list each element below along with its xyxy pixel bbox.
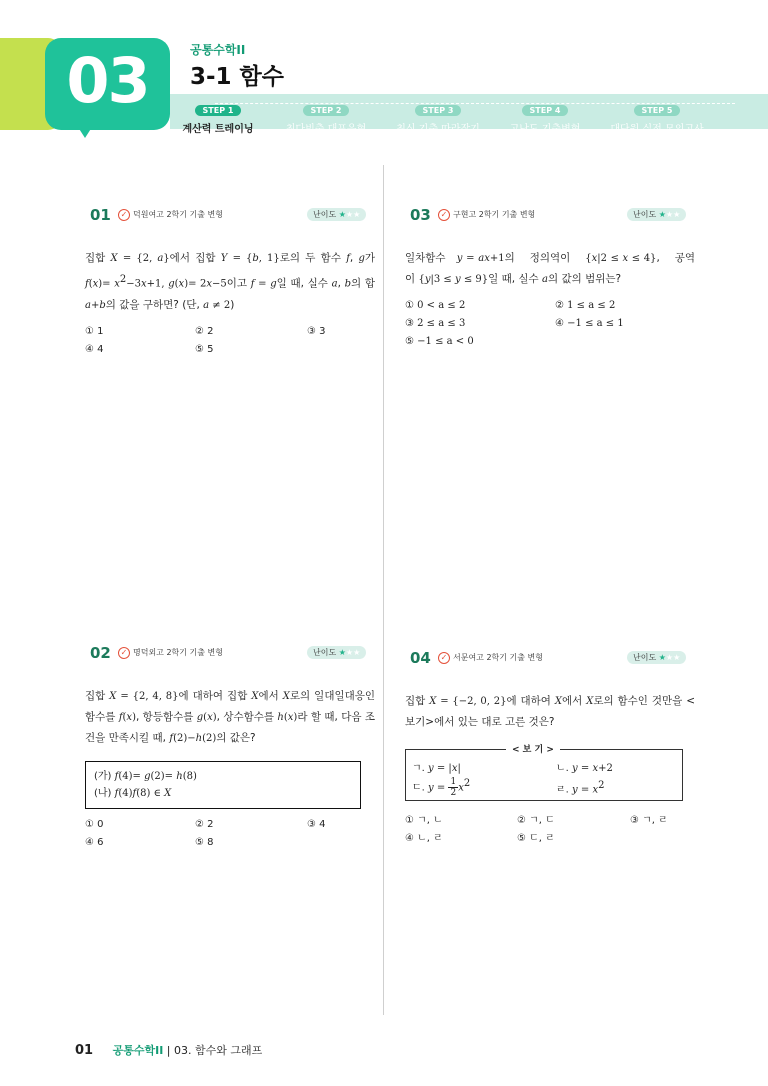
step-5-label: 대단원 실전 모의고사: [610, 124, 704, 135]
page-title: 3-1 함수: [190, 64, 284, 90]
difficulty-label: 난이도: [313, 648, 337, 657]
column-divider: [383, 165, 384, 1015]
bogi-item-giyeok: ㄱ. y = |x|: [412, 763, 461, 774]
choice-3[interactable]: ③ 3: [307, 325, 326, 337]
chapter-number: 03: [66, 44, 149, 117]
condition-na: (나) f(4)f(8) ∈ X: [94, 788, 172, 799]
choice-1[interactable]: ① ㄱ, ㄴ: [405, 815, 443, 826]
choice-2[interactable]: ② 2: [195, 819, 214, 830]
choice-4[interactable]: ④ −1 ≤ a ≤ 1: [555, 318, 624, 329]
star-empty-icon: ★★: [345, 648, 361, 657]
choice-2[interactable]: ② ㄱ, ㄷ: [517, 815, 555, 826]
step-4[interactable]: [495, 98, 595, 135]
problem-text: 집합 X = {−2, 0, 2}에 대하여 X에서 X로의 함수인 것만을 <보기>에서 있는 대로 고른 것은?: [405, 695, 695, 728]
check-icon: ✓: [438, 652, 450, 664]
problem-source: 구현고 2학기 기출 변형: [453, 210, 536, 219]
bogi-item-nieun: ㄴ. y = x+2: [556, 763, 613, 774]
step-2-pill: STEP 2: [303, 105, 350, 116]
step-3-label: 최신 기출 따라잡기: [396, 124, 480, 135]
difficulty-badge: [627, 208, 686, 221]
bogi-box: [405, 745, 683, 801]
subject-label: 공통수학II: [190, 43, 246, 57]
choice-5[interactable]: ⑤ ㄷ, ㄹ: [517, 833, 555, 844]
choice-4[interactable]: ④ 6: [85, 837, 104, 848]
check-icon: ✓: [438, 209, 450, 221]
step-1-label: 계산력 트레이닝: [182, 124, 254, 135]
difficulty-badge: [627, 651, 686, 664]
answer-choices: [85, 819, 375, 855]
page-number: 01: [75, 1043, 94, 1058]
problem-03: [405, 206, 695, 354]
check-icon: ✓: [118, 209, 130, 221]
difficulty-badge: [307, 208, 366, 221]
step-2-label: 최다빈출 대표유형: [285, 124, 367, 135]
problem-text: 집합 X = {2, a}에서 집합 Y = {b, 1}로의 두 함수 f, g가 $f(x)= x^2-3x+1$, g(x)= 2x−5이고 f = g일 때, 실수 a, b의 합 a+b의 값을 구하면? (단, a ≠ 2): [85, 252, 376, 311]
answer-choices: [405, 811, 695, 847]
problem-text: 집합 X = {2, 4, 8}에 대하여 집합 X에서 X로의 일대일대응인 함수를 f(x), 항등함수를 g(x), 상수함수를 h(x)라 할 때, 다음 조건을 만족시킬 때, f(2)−h(2)의 값은?: [85, 690, 376, 744]
chapter-badge-tail: [76, 124, 94, 138]
bogi-item-digeut: ㄷ. y = $\frac{1}{2}$ $x^2$: [412, 777, 471, 798]
problem-source: 서문여고 2학기 기출 변형: [453, 653, 543, 662]
choice-5[interactable]: ⑤ 8: [195, 837, 214, 848]
choice-5[interactable]: ⑤ −1 ≤ a < 0: [405, 336, 474, 347]
problem-number: 03: [410, 206, 431, 224]
choice-3[interactable]: ③ 4: [307, 819, 326, 830]
choice-1[interactable]: ① 1: [85, 325, 104, 337]
choice-2[interactable]: ② 2: [195, 325, 214, 337]
star-filled-icon: ★: [338, 648, 346, 657]
step-4-pill: STEP 4: [522, 105, 569, 116]
step-3-pill: STEP 3: [415, 105, 462, 116]
step-5-pill: STEP 5: [634, 105, 681, 116]
answer-choices: [85, 326, 375, 362]
answer-choices: [405, 300, 695, 354]
problem-number: 02: [90, 644, 111, 662]
problem-source: 명덕외고 2학기 기출 변형: [133, 648, 223, 657]
bogi-title: < 보 기 >: [506, 742, 560, 755]
condition-ga: (가) f(4)= g(2)= h(8): [94, 771, 197, 782]
step-2[interactable]: [276, 98, 376, 135]
star-filled-icon: ★: [658, 210, 666, 219]
choice-4[interactable]: ④ 4: [85, 343, 104, 355]
step-1-pill: STEP 1: [195, 105, 242, 116]
condition-box: [85, 761, 361, 809]
problem-01: [85, 206, 375, 362]
difficulty-label: 난이도: [633, 210, 657, 219]
difficulty-badge: [307, 646, 366, 659]
problem-04: [405, 649, 695, 847]
choice-1[interactable]: ① 0: [85, 819, 104, 830]
check-icon: ✓: [118, 647, 130, 659]
choice-4[interactable]: ④ ㄴ, ㄹ: [405, 833, 443, 844]
problem-text: 일차함수 y = ax+1의 정의역이 {x|2 ≤ x ≤ 4}, 공역이 {y|3 ≤ y ≤ 9}일 때, 실수 a의 값의 범위는?: [405, 252, 695, 285]
star-empty-icon: ★★: [665, 653, 681, 662]
problem-number: 01: [90, 206, 111, 224]
problem-number: 04: [410, 649, 431, 667]
page-footer: [75, 1042, 262, 1058]
bogi-item-rieul: ㄹ. $y = x^2$: [556, 780, 605, 796]
step-3[interactable]: [388, 98, 488, 135]
footer-subject: 공통수학II: [112, 1044, 164, 1057]
star-empty-icon: ★★: [665, 210, 681, 219]
choice-1[interactable]: ① 0 < a ≤ 2: [405, 300, 466, 311]
choice-3[interactable]: ③ 2 ≤ a ≤ 3: [405, 318, 466, 329]
step-4-label: 고난도 기출변형: [509, 124, 581, 135]
star-empty-icon: ★★: [345, 210, 361, 219]
choice-5[interactable]: ⑤ 5: [195, 343, 214, 355]
footer-section: | 03. 함수와 그래프: [166, 1044, 263, 1057]
step-1[interactable]: [168, 98, 268, 135]
star-filled-icon: ★: [338, 210, 346, 219]
difficulty-label: 난이도: [313, 210, 337, 219]
choice-2[interactable]: ② 1 ≤ a ≤ 2: [555, 300, 616, 311]
difficulty-label: 난이도: [633, 653, 657, 662]
step-5[interactable]: [607, 98, 707, 135]
problem-source: 덕원여고 2학기 기출 변형: [133, 210, 223, 219]
star-filled-icon: ★: [658, 653, 666, 662]
choice-3[interactable]: ③ ㄱ, ㄹ: [630, 815, 668, 826]
problem-02: [85, 644, 375, 855]
